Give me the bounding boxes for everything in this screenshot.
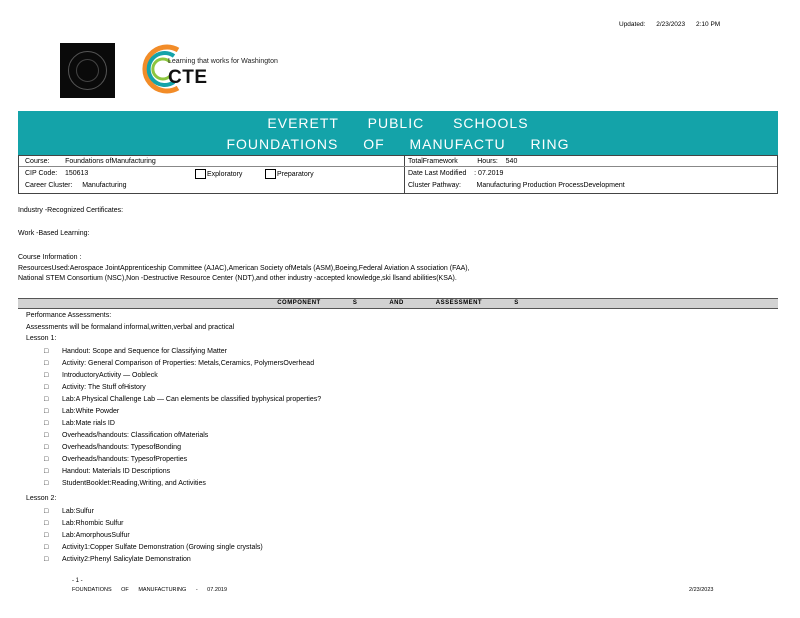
date-value: : 07.2019	[474, 170, 504, 177]
assessments-text: Assessments will be formaland informal,written,verbal and practical	[26, 324, 235, 331]
list-item	[44, 358, 321, 370]
date-label: Date Last Modified	[408, 170, 467, 177]
career-label: Career Cluster:	[25, 182, 73, 189]
cip-row	[25, 169, 88, 178]
list-item	[44, 478, 321, 490]
lesson-1-label: Lesson 1:	[26, 335, 57, 342]
list-item-text: StudentBooklet:Reading,Writing, and Activities	[62, 480, 206, 487]
course-row	[25, 157, 156, 166]
checkbox-bullet-icon: □	[44, 384, 49, 391]
info-divider	[404, 156, 405, 193]
preparatory-checkbox[interactable]	[265, 169, 276, 179]
components-assessments-bar: COMPONENT S AND ASSESSMENT S	[18, 298, 778, 309]
title-banner	[18, 111, 778, 155]
course-value: Foundations ofManufacturing	[65, 158, 156, 165]
footer-date: 2/23/2023	[689, 587, 714, 593]
list-item-text: Activity: General Comparison of Properties: Metals,Ceramics, PolymersOverhead	[62, 360, 315, 367]
resources-line-1: ResourcesUsed:Aerospace JointApprenticeship Committee (AJAC),American Society ofMetals (ASM),Boeing,Federal Aviation A ssociation (FAA),	[18, 265, 470, 272]
updated-stamp	[619, 21, 720, 28]
checkbox-bullet-icon: □	[44, 444, 49, 451]
checkbox-bullet-icon: □	[44, 532, 49, 539]
cte-wordmark: CTE	[168, 67, 208, 88]
checkbox-bullet-icon: □	[44, 544, 49, 551]
career-value: Manufacturing	[82, 182, 127, 189]
list-item	[44, 418, 321, 430]
list-item	[44, 430, 321, 442]
list-item-text: Activity: The Stuff ofHistory	[62, 384, 146, 391]
course-info-box	[18, 155, 778, 194]
total-framework-label: TotalFramework	[408, 158, 458, 165]
lesson-2-label: Lesson 2:	[26, 495, 57, 502]
updated-date: 2/23/2023	[656, 21, 686, 28]
pathway-label: Cluster Pathway:	[408, 182, 461, 189]
list-item-text: Handout: Materials ID Descriptions	[62, 468, 171, 475]
school-seal-logo	[60, 43, 115, 98]
work-based-learning: Work -Based Learning:	[18, 230, 90, 237]
resources-line-2: National STEM Consortium (NSC),Non -Destructive Resource Center (NDT),and other industry -accepted knowledge,ski llsand abilities(KSA).	[18, 275, 457, 282]
info-row-divider	[19, 166, 777, 167]
list-item	[44, 518, 263, 530]
checkbox-bullet-icon: □	[44, 348, 49, 355]
preparatory-label: Preparatory	[277, 170, 314, 178]
cte-tagline: Learning that works for Washington	[168, 58, 278, 65]
checkbox-bullet-icon: □	[44, 480, 49, 487]
list-item	[44, 394, 321, 406]
cip-value: 150613	[64, 170, 89, 177]
updated-label: Updated:	[619, 21, 646, 28]
exploratory-checkbox[interactable]	[195, 169, 206, 179]
industry-certificates: Industry -Recognized Certificates:	[18, 207, 124, 214]
list-item-text: Activity1:Copper Sulfate Demonstration (Growing single crystals)	[62, 544, 263, 551]
checkbox-bullet-icon: □	[44, 556, 49, 563]
list-item	[44, 530, 263, 542]
hours-label: Hours:	[477, 158, 498, 165]
preparatory-checkbox-row	[265, 169, 314, 179]
list-item	[44, 506, 263, 518]
list-item-text: Lab:Mate rials ID	[62, 420, 115, 427]
cip-label: CIP Code:	[25, 170, 58, 177]
list-item-text: Lab:AmorphousSulfur	[62, 532, 130, 539]
hours-row	[408, 157, 517, 166]
checkbox-bullet-icon: □	[44, 520, 49, 527]
list-item-text: Lab:White Powder	[62, 408, 120, 415]
list-item-text: Overheads/handouts: Classification ofMaterials	[62, 432, 209, 439]
list-item	[44, 346, 321, 358]
list-item	[44, 382, 321, 394]
checkbox-bullet-icon: □	[44, 468, 49, 475]
cte-logo	[132, 42, 312, 98]
checkbox-bullet-icon: □	[44, 456, 49, 463]
footer-page-number: - 1 -	[72, 578, 83, 584]
exploratory-label: Exploratory	[207, 170, 243, 178]
checkbox-bullet-icon: □	[44, 508, 49, 515]
list-item-text: Activity2:Phenyl Salicylate Demonstration	[62, 556, 191, 563]
exploratory-checkbox-row	[195, 169, 242, 179]
checkbox-bullet-icon: □	[44, 432, 49, 439]
list-item-text: Overheads/handouts: TypesofProperties	[62, 456, 188, 463]
list-item	[44, 542, 263, 554]
list-item	[44, 554, 263, 566]
list-item	[44, 466, 321, 478]
course-label: Course:	[25, 158, 50, 165]
list-item	[44, 454, 321, 466]
list-item	[44, 406, 321, 418]
course-information: Course Information :	[18, 254, 82, 261]
banner-line-1: EVERETT PUBLIC SCHOOLS	[267, 115, 529, 131]
list-item-text: Overheads/handouts: TypesofBonding	[62, 444, 181, 451]
list-item-text: Lab:A Physical Challenge Lab — Can elements be classified byphysical properties?	[62, 396, 322, 403]
checkbox-bullet-icon: □	[44, 396, 49, 403]
list-item-text: Lab:Sulfur	[62, 508, 94, 515]
seal-inner-ring	[76, 59, 99, 82]
pathway-value: Manufacturing Production ProcessDevelopment	[476, 182, 625, 189]
list-item	[44, 442, 321, 454]
checkbox-bullet-icon: □	[44, 420, 49, 427]
list-item	[44, 370, 321, 382]
banner-line-2: FOUNDATIONS OF MANUFACTU RING	[226, 136, 570, 152]
lesson-2-list	[44, 506, 263, 566]
lesson-1-list	[44, 346, 321, 490]
updated-time: 2:10 PM	[696, 21, 721, 28]
list-item-text: Handout: Scope and Sequence for Classifying Matter	[62, 348, 227, 355]
footer-left-text: FOUNDATIONS OF MANUFACTURING - 07.2019	[72, 587, 228, 593]
hours-value: 540	[505, 158, 518, 165]
checkbox-bullet-icon: □	[44, 360, 49, 367]
date-row	[408, 169, 503, 178]
career-row	[25, 181, 127, 190]
pathway-row	[408, 181, 625, 190]
list-item-text: Lab:Rhombic Sulfur	[62, 520, 124, 527]
checkbox-bullet-icon: □	[44, 372, 49, 379]
checkbox-bullet-icon: □	[44, 408, 49, 415]
list-item-text: IntroductoryActivity — Oobleck	[62, 372, 158, 379]
performance-assessments-label: Performance Assessments:	[26, 312, 112, 319]
